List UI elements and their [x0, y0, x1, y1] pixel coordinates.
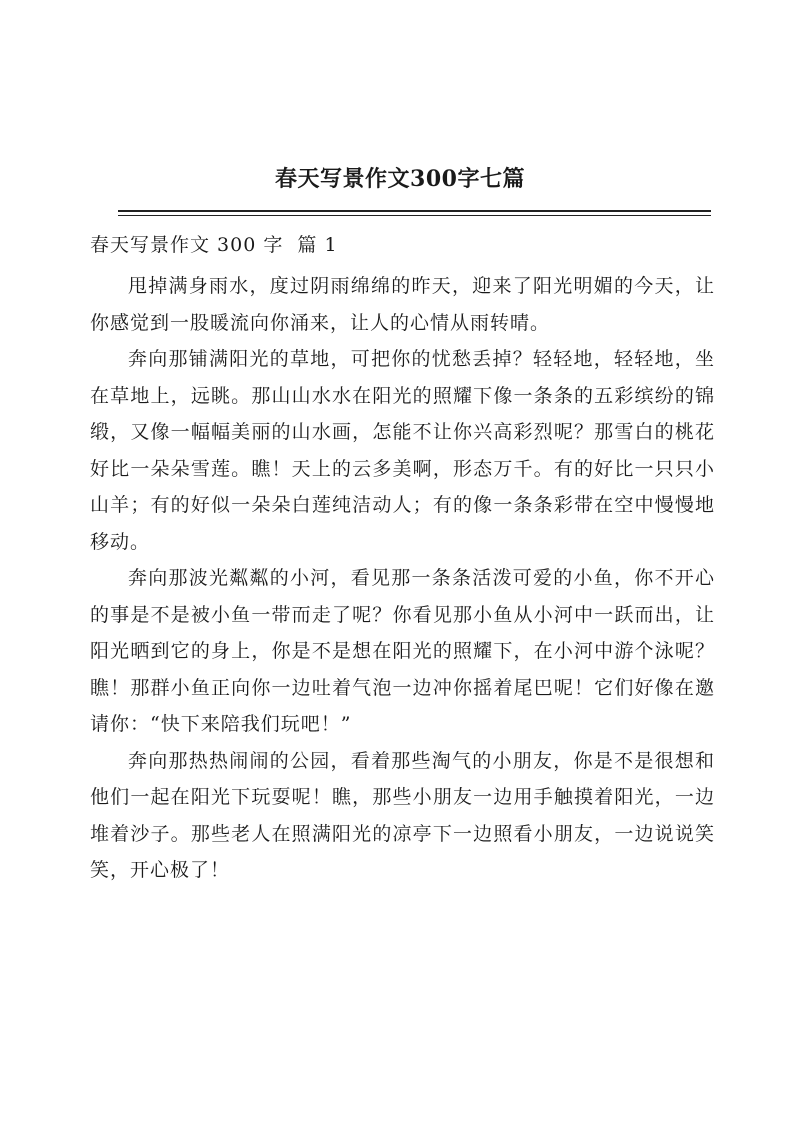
title-divider-thick [118, 210, 711, 212]
paragraph-4: 奔向那热热闹闹的公园，看着那些淘气的小朋友，你是不是很想和他们一起在阳光下玩耍呢！瞧，那些小朋友一边用手触摸着阳光，一边堆着沙子。那些老人在照满阳光的凉亭下一边照看小朋友，一边说说笑笑，开心极了！ [90, 749, 715, 881]
paragraph-2: 奔向那铺满阳光的草地，可把你的忧愁丢掉？轻轻地，轻轻地，坐在草地上，远眺。那山山水水在阳光的照耀下像一条条的五彩缤纷的锦缎，又像一幅幅美丽的山水画，怎能不让你兴高彩烈呢？那雪白的桃花好比一朵朵雪莲。瞧！天上的云多美啊，形态万千。有的好比一只只小山羊；有的好似一朵朵白莲纯洁动人；有的像一条条彩带在空中慢慢地移动。 [90, 348, 715, 553]
paragraph-3: 奔向那波光粼粼的小河，看见那一条条活泼可爱的小鱼，你不开心的事是不是被小鱼一带而走了呢？你看见那小鱼从小河中一跃而出，让阳光晒到它的身上，你是不是想在阳光的照耀下，在小河中游个泳呢？瞧！那群小鱼正向你一边吐着气泡一边冲你摇着尾巴呢！它们好像在邀请你：“快下来陪我们玩吧！” [90, 567, 715, 735]
section-heading: 春天写景作文 300 字 篇 1 [90, 234, 338, 256]
title-divider-thin [118, 215, 711, 216]
paragraph-1: 甩掉满身雨水，度过阴雨绵绵的昨天，迎来了阳光明媚的今天，让你感觉到一股暖流向你涌来，让人的心情从雨转晴。 [90, 275, 715, 334]
article-body [90, 268, 715, 889]
document-title: 春天写景作文300字七篇 [275, 166, 525, 192]
